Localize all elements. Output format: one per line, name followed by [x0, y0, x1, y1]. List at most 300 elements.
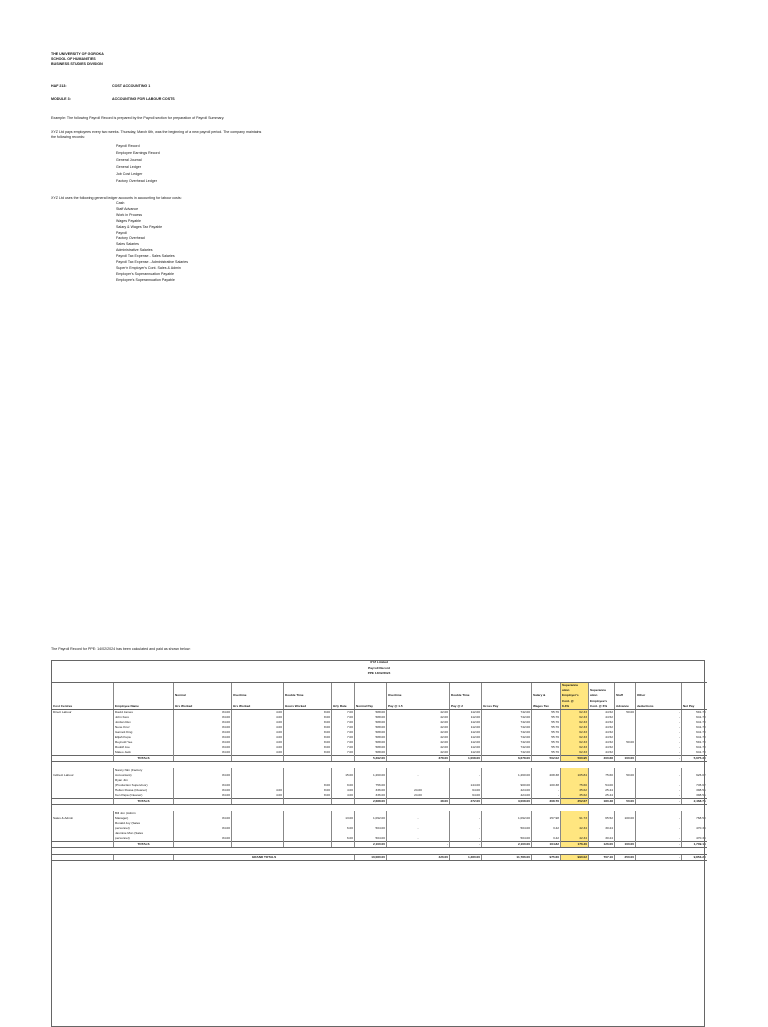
table-cell: 742.00 — [482, 740, 532, 745]
table-cell: 7.00 — [332, 740, 355, 745]
table-cell: 588.00 — [355, 740, 387, 745]
table-cell: 4.00 — [232, 725, 284, 730]
school-name: SCHOOL OF HUMANITIES — [51, 57, 96, 61]
list-item: General Journal — [116, 158, 142, 163]
intro-line-1: XYZ Ltd pays employees every two weeks. Thursday, March 6th, was the beginning of a new payroll period. The company maintains — [51, 130, 262, 134]
totals-label: TOTALS — [114, 798, 174, 804]
table-cell: - — [387, 826, 450, 831]
employee-name: Ken Papa (Cleaner) — [114, 793, 174, 799]
list-item: Employer's Superannuation Payable — [116, 271, 175, 276]
table-cell: 55.76 — [532, 720, 561, 725]
employee-name: Mateo Jack — [114, 750, 174, 756]
table-cell: 8.00 — [284, 720, 332, 725]
table-cell: 742.00 — [482, 715, 532, 720]
table-cell: 742.00 — [482, 750, 532, 756]
super-ee-head-2: ation — [589, 693, 615, 698]
table-cell: 84.00 — [174, 715, 232, 720]
table-cell: 641.70 — [682, 750, 707, 756]
table-cell: - — [636, 725, 682, 730]
rate-head: Hrly Rate — [332, 704, 355, 710]
table-cell: 55.76 — [532, 740, 561, 745]
table-cell: 144.00 — [450, 783, 482, 788]
employee-name: Jordan Rex — [114, 720, 174, 725]
table-cell: 54.00 — [589, 783, 615, 788]
table-cell: 6.00 — [332, 836, 355, 842]
table-cell: 42.00 — [387, 715, 450, 720]
normal-hrs-head-1: Normal — [174, 693, 232, 698]
table-cell: 742.00 — [482, 720, 532, 725]
table-cell: - — [636, 793, 682, 799]
employee-name: John Kero — [114, 715, 174, 720]
grand-totals-row — [52, 854, 707, 860]
table-cell: 742.00 — [482, 745, 532, 750]
table-cell: 742.00 — [482, 730, 532, 735]
table-cell: 1,092.00 — [482, 816, 532, 821]
employee-name: Ronald Joy (Sales — [114, 821, 174, 826]
employee-name: David James — [114, 709, 174, 715]
table-cell: 7.00 — [332, 730, 355, 735]
super-er-head-4: Cont. @ — [561, 698, 589, 703]
table-cell: 6.00 — [332, 826, 355, 831]
grand-total-value: 1,280.00 — [450, 854, 482, 860]
cost-centres-head: Cost Centres — [52, 704, 114, 710]
totals-label: TOTALS — [114, 755, 174, 761]
table-cell: - — [450, 816, 482, 821]
table-cell: 926.02 — [682, 773, 707, 778]
table-cell: 84.00 — [174, 730, 232, 735]
table-cell: 84.00 — [174, 750, 232, 756]
table-cell: 64.00 — [450, 793, 482, 799]
table-cell: 112.00 — [450, 725, 482, 730]
normal-pay-head: Normal Pay — [355, 704, 387, 710]
direct-labour-section — [52, 709, 707, 768]
table-cell: 7.00 — [332, 715, 355, 720]
table-cell: 44.52 — [589, 715, 615, 720]
sales-admin-section — [52, 811, 707, 848]
table-cell: 44.52 — [589, 725, 615, 730]
employee-name: Manager) — [114, 816, 174, 821]
table-cell: 24.00 — [387, 793, 450, 799]
table-cell: 641.70 — [682, 725, 707, 730]
super-ee-head-1: Superannu — [589, 688, 615, 693]
table-cell: 336.00 — [355, 788, 387, 793]
list-item: Super'n Employer's Cont. Sales & Admin — [116, 265, 181, 270]
total-value: 1,008.00 — [450, 755, 482, 761]
table-cell: 4.00 — [232, 750, 284, 756]
table-cell: 35.62 — [561, 793, 589, 799]
list-item: Factory Overhead Ledger — [116, 179, 157, 184]
table-cell: 42.34 — [561, 836, 589, 842]
table-cell: 62.33 — [561, 715, 589, 720]
table-cell: - — [636, 788, 682, 793]
total-value: 2,100.00 — [355, 841, 387, 847]
table-cell: 105.84 — [561, 773, 589, 778]
list-item: Salary & Wages Tax Payable — [116, 224, 163, 229]
table-cell: - — [450, 836, 482, 842]
table-intro: The Payroll Record for PPE: 14/02/2024 has been calculated and paid as shown below: — [51, 647, 191, 651]
super-ee-head-3: Employee's — [589, 698, 615, 703]
table-cell: - — [636, 730, 682, 735]
table-cell: 504.00 — [482, 836, 532, 842]
cost-centre-label: Direct Labour — [52, 709, 114, 715]
table-cell: 55.76 — [532, 735, 561, 740]
table-cell: 55.76 — [532, 745, 561, 750]
list-item: Cash — [116, 201, 125, 205]
table-cell: 4.00 — [232, 730, 284, 735]
employee-name: (Production Supervisor) — [114, 783, 174, 788]
table-cell: 112.00 — [450, 730, 482, 735]
document-header — [51, 52, 104, 67]
table-cell: 4.00 — [232, 745, 284, 750]
employee-name: personnel) — [114, 826, 174, 831]
spacer-row — [52, 847, 707, 854]
table-cell: 7.00 — [332, 750, 355, 756]
table-cell: 641.70 — [682, 730, 707, 735]
table-cell: 3.42 — [532, 836, 561, 842]
table-cell: - — [636, 750, 682, 756]
table-cell: 55.76 — [532, 725, 561, 730]
table-cell: 4.00 — [232, 715, 284, 720]
table-cell: 1,260.00 — [355, 773, 387, 778]
employee-name: Bill Jon (Admin — [114, 811, 174, 816]
table-cell: 44.52 — [589, 750, 615, 756]
employee-name: Garnett King — [114, 730, 174, 735]
accounts-intro: XYZ Ltd uses the following general ledger accounts in accounting for labour costs: — [51, 196, 182, 200]
total-value: 180.48 — [589, 798, 615, 804]
table-cell: 4.00 — [232, 709, 284, 715]
table-cell: 64.00 — [450, 788, 482, 793]
table-cell: 42.00 — [387, 730, 450, 735]
grand-total-value: 990.02 — [561, 854, 589, 860]
grand-total-value: 426.00 — [387, 854, 450, 860]
table-cell: 588.00 — [355, 725, 387, 730]
employee-name: Elijah Kupa — [114, 735, 174, 740]
list-item: Payroll Tax Expense - Sales Salaries — [116, 254, 175, 259]
table-cell: 84.00 — [174, 745, 232, 750]
course-code-value: COST ACCOUNTING 1 — [112, 84, 151, 88]
grand-total-value: 10,080.00 — [355, 854, 387, 860]
table-cell: 100.38 — [532, 783, 561, 788]
super-er-head-1: Superannu — [561, 682, 589, 688]
table-cell: 588.00 — [355, 735, 387, 740]
table-cell: 742.00 — [482, 725, 532, 730]
gross-pay-head: Gross Pay — [482, 704, 532, 710]
table-cell: 424.00 — [482, 793, 532, 799]
super-er-head-2: ation — [561, 688, 589, 693]
institution-name: THE UNIVERSITY OF GOROKA — [51, 52, 104, 56]
table-cell: - — [636, 715, 682, 720]
table-cell: 504.00 — [482, 826, 532, 831]
table-cell: 84.00 — [174, 709, 232, 715]
table-cell: 84.00 — [174, 788, 232, 793]
table-cell: 8.00 — [284, 783, 332, 788]
total-value: 378.00 — [387, 755, 450, 761]
grand-total-value: 250.00 — [615, 854, 636, 860]
table-cell: 745.62 — [682, 783, 707, 788]
staff-adv-head-2: Advance — [615, 704, 636, 710]
table-cell: 641.70 — [682, 745, 707, 750]
grand-total-value: - — [636, 854, 682, 860]
employee-name: Hellen Rossa (Cleaner) — [114, 788, 174, 793]
table-cell: 336.00 — [355, 793, 387, 799]
total-value: 2,688.00 — [355, 798, 387, 804]
table-cell: 4.00 — [232, 788, 284, 793]
table-cell: - — [636, 720, 682, 725]
total-value: 176.40 — [561, 841, 589, 847]
table-cell: 588.00 — [355, 715, 387, 720]
table-cell: - — [636, 773, 682, 778]
table-cell: 62.33 — [561, 735, 589, 740]
employee-name: Ryan Jim — [114, 778, 174, 783]
total-value: - — [636, 755, 682, 761]
table-cell: - — [636, 783, 682, 788]
totals-label: TOTALS — [114, 841, 174, 847]
total-value: 48.00 — [387, 798, 450, 804]
table-cell: 55.76 — [532, 730, 561, 735]
table-cell: - — [636, 740, 682, 745]
total-value: 164.82 — [532, 841, 561, 847]
table-cell: 24.00 — [387, 788, 450, 793]
table-cell: 62.33 — [561, 750, 589, 756]
other-head-1: Other — [636, 693, 682, 698]
table-cell: 84.00 — [174, 773, 232, 778]
table-cell: 62.33 — [561, 720, 589, 725]
table-cell: - — [636, 745, 682, 750]
table-cell: 398.56 — [682, 788, 707, 793]
table-cell: 55.76 — [532, 750, 561, 756]
table-cell: 91.73 — [561, 816, 589, 821]
employee-name: Rudolf Joe — [114, 745, 174, 750]
table-cell: - — [387, 773, 450, 778]
total-value: 3,008.00 — [482, 798, 532, 804]
table-cell: 42.00 — [387, 720, 450, 725]
table-cell: 50.00 — [615, 709, 636, 715]
table-cell: 50.00 — [615, 740, 636, 745]
spacer — [52, 847, 707, 854]
table-cell: 84.00 — [174, 783, 232, 788]
total-value: 100.00 — [615, 841, 636, 847]
table-cell: 112.00 — [450, 750, 482, 756]
employee-name: Accountant) — [114, 773, 174, 778]
list-item: Job Cost Ledger — [116, 172, 143, 177]
records-list — [116, 143, 160, 186]
list-item: Factory Overhead — [116, 236, 145, 241]
grand-total-value: 707.16 — [589, 854, 615, 860]
table-cell — [52, 854, 114, 860]
table-cell: 84.00 — [174, 816, 232, 821]
table-cell: 4.00 — [232, 720, 284, 725]
grand-totals-label: GRAND TOTALS — [174, 854, 355, 860]
table-cell: 84.00 — [174, 735, 232, 740]
table-cell: 1,260.00 — [482, 773, 532, 778]
example-text: Example: The following Payroll Record is prepared by the Payroll section for preparation of Payroll Summary. — [51, 116, 225, 120]
table-cell: 55.76 — [532, 715, 561, 720]
table-cell: 742.00 — [482, 709, 532, 715]
table-cell: 8.00 — [284, 725, 332, 730]
total-value: 272.00 — [450, 798, 482, 804]
table-cell: 112.00 — [450, 745, 482, 750]
accounts-list — [116, 201, 188, 284]
table-cell: 62.33 — [561, 725, 589, 730]
list-item: Administrative Salaries — [116, 248, 153, 253]
module-label: MODULE 3: — [51, 97, 71, 101]
table-cell: 8.00 — [284, 735, 332, 740]
table-cell: 4.00 — [232, 740, 284, 745]
employee-name: Jasmine Mon (Sales — [114, 831, 174, 836]
indirect-labour-section — [52, 768, 707, 811]
list-item: Employee Earnings Record — [116, 151, 160, 156]
table-cell: 588.00 — [355, 709, 387, 715]
table-cell: 44.52 — [589, 730, 615, 735]
table-cell: 112.00 — [450, 709, 482, 715]
table-cell: - — [532, 793, 561, 799]
table-cell: 44.52 — [589, 740, 615, 745]
table-cell: 84.00 — [174, 836, 232, 842]
ot-pay-head-2: Pay @ 1.5 — [387, 704, 450, 710]
table-cell: 62.33 — [561, 740, 589, 745]
table-cell: 44.52 — [589, 735, 615, 740]
table-cell: 4.00 — [332, 788, 355, 793]
payroll-record-table — [51, 660, 707, 861]
table-cell: 65.52 — [589, 816, 615, 821]
staff-adv-head-1: Staff — [615, 693, 636, 698]
table-cell: 112.00 — [450, 740, 482, 745]
employee-name: Nancy Nim (Factory — [114, 768, 174, 773]
total-value: 308.76 — [532, 798, 561, 804]
super-er-head-5: 8.4% — [561, 704, 589, 710]
intro-line-2: the following records: — [51, 135, 85, 139]
total-value: 2,468.76 — [682, 798, 707, 804]
dt-hrs-head-1: Double Time — [284, 693, 332, 698]
table-cell: - — [636, 836, 682, 842]
table-cell: 1,092.00 — [355, 816, 387, 821]
table-cell: 100.00 — [615, 816, 636, 821]
table-cell: 4.00 — [232, 793, 284, 799]
course-code-label: HAF 213: — [51, 84, 67, 88]
table-cell: 112.00 — [450, 715, 482, 720]
total-value: 6,678.00 — [482, 755, 532, 761]
list-item: Staff Advance — [116, 206, 139, 211]
table-cell: 42.00 — [387, 709, 450, 715]
ot-pay-head-1: Overtime — [387, 693, 450, 698]
company-name: XYZ Limited — [370, 660, 389, 665]
table-cell: 75.60 — [589, 773, 615, 778]
table-cell: - — [532, 788, 561, 793]
list-item: Sales Salaries — [116, 242, 139, 247]
table-cell: - — [636, 735, 682, 740]
table-cell: 42.00 — [387, 735, 450, 740]
table-cell: 8.00 — [284, 709, 332, 715]
table-cell: 504.00 — [355, 836, 387, 842]
employee-name: personnel) — [114, 836, 174, 842]
table-cell: 641.70 — [682, 735, 707, 740]
list-item: Payroll — [116, 230, 127, 235]
table-cell: 3.42 — [532, 826, 561, 831]
table-cell: 84.00 — [174, 826, 232, 831]
cost-centre-label: Indirect Labour — [52, 773, 114, 778]
table-cell: 7.00 — [332, 725, 355, 730]
table-cell: 84.00 — [174, 740, 232, 745]
table-cell: 504.00 — [355, 826, 387, 831]
total-value: 2,100.00 — [482, 841, 532, 847]
grand-total-value: 975.60 — [532, 854, 561, 860]
employee-name: Nene Kruz — [114, 725, 174, 730]
table-cell: 44.52 — [589, 709, 615, 715]
module-value: ACCOUNTING FOR LABOUR COSTS — [112, 97, 175, 101]
list-item: Payroll Tax Expense - Administrative Salaries — [116, 260, 189, 265]
table-cell: 8.00 — [284, 715, 332, 720]
table-cell: 42.00 — [387, 745, 450, 750]
ot-hrs-head-2: Hrs Worked — [232, 704, 284, 710]
table-cell: - — [636, 816, 682, 821]
ot-hrs-head-1: Overtime — [232, 693, 284, 698]
table-cell: 42.00 — [387, 750, 450, 756]
total-value: 100.00 — [615, 755, 636, 761]
table-cell: 42.00 — [387, 740, 450, 745]
table-cell: 8.00 — [284, 788, 332, 793]
table-cell: 75.60 — [561, 783, 589, 788]
table-cell: 25.44 — [589, 788, 615, 793]
table-cell: 8.00 — [284, 793, 332, 799]
cost-centre-label: Sales & Admin — [52, 816, 114, 821]
super-er-head-3: Employer's — [561, 693, 589, 698]
total-value: 50.00 — [615, 798, 636, 804]
tax-head-2: Wages Tax — [532, 704, 561, 710]
table-cell: - — [636, 826, 682, 831]
table-cell: 9.00 — [332, 783, 355, 788]
table-cell: 7.00 — [332, 720, 355, 725]
total-value: 400.68 — [589, 755, 615, 761]
total-value: - — [450, 841, 482, 847]
table-cell: 8.00 — [284, 740, 332, 745]
table-cell: 35.62 — [561, 788, 589, 793]
table-cell: 900.00 — [482, 783, 532, 788]
total-value: 1,709.18 — [682, 841, 707, 847]
super-ee-head-4: Cont. @ 6% — [589, 704, 615, 710]
intro-paragraph — [51, 130, 261, 140]
list-item: Payroll Record — [116, 144, 140, 148]
tax-head-1: Salary & — [532, 693, 561, 698]
table-cell: 4.00 — [332, 793, 355, 799]
table-cell: 208.38 — [532, 773, 561, 778]
pay-period-end: PPE 14/02/2024 — [367, 670, 391, 675]
table-cell: 7.00 — [332, 735, 355, 740]
list-item: Employee's Superannuation Payable — [116, 277, 175, 282]
total-value: - — [387, 841, 450, 847]
other-head-2: deductions — [636, 704, 682, 710]
net-pay-head: Net Pay — [682, 704, 707, 710]
table-cell: 470.34 — [682, 836, 707, 842]
table-cell: 588.00 — [355, 720, 387, 725]
table-cell: 112.00 — [450, 720, 482, 725]
table-cell: 470.34 — [682, 826, 707, 831]
table-cell: 42.34 — [561, 826, 589, 831]
table-cell: 13.00 — [332, 816, 355, 821]
table-cell: 742.00 — [482, 735, 532, 740]
table-cell: 7.00 — [332, 745, 355, 750]
total-value: 126.00 — [589, 841, 615, 847]
total-value: 252.67 — [561, 798, 589, 804]
table-cell: 30.24 — [589, 826, 615, 831]
table-cell: - — [636, 709, 682, 715]
table-cell: 591.70 — [682, 709, 707, 715]
table-cell: 15.00 — [332, 773, 355, 778]
table-cell: 50.00 — [615, 773, 636, 778]
table-cell: - — [387, 816, 450, 821]
table-cell: 756.00 — [355, 783, 387, 788]
table-cell: 44.52 — [589, 745, 615, 750]
normal-hrs-head-2: Hrs Worked — [174, 704, 232, 710]
